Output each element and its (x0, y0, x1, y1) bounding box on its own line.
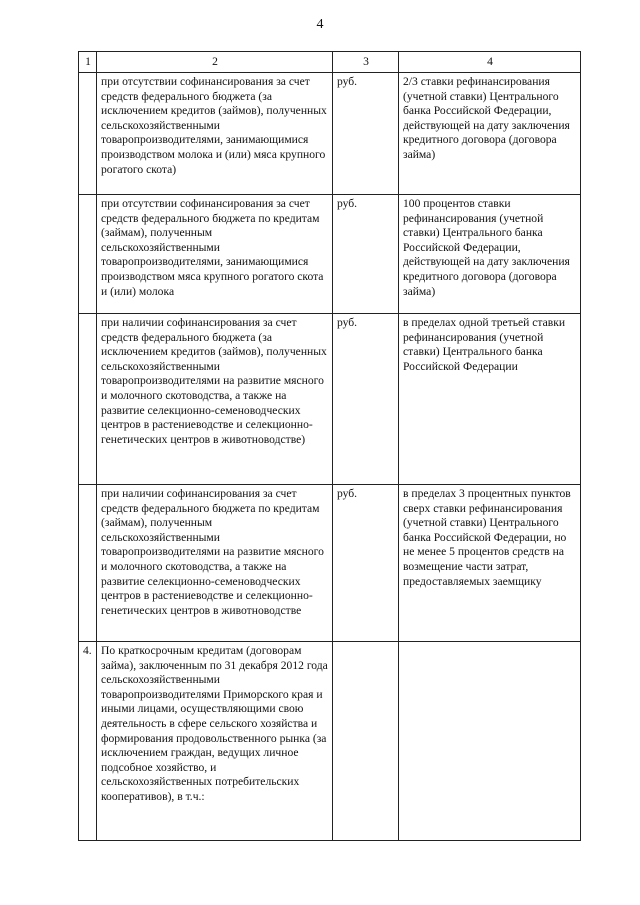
table-row (79, 195, 581, 314)
page-number: 4 (316, 17, 324, 32)
table-header-row (79, 52, 581, 73)
row-description-cell: при наличии софинансирования за счет средств федерального бюджета (за исключением кредитов (займов), полученных сельскохозяйственными товаропроизводителями на развитие мясного и молочного скотоводства, а также на развитие селекционно-семеноводческих центров в растениеводстве и селекционно-генетических центров в животноводстве) (97, 314, 333, 485)
row-value-cell: 2/3 ставки рефинансирования (учетной ставки) Центрального банка Российской Федерации, действующей на дату заключения кредитного договора (договора займа) (399, 73, 581, 195)
row-unit-cell: руб. (333, 314, 399, 485)
row-description-cell: По краткосрочным кредитам (договорам займа), заключенным по 31 декабря 2012 года сельскохозяйственными товаропроизводителями Приморского края и иными лицами, осуществляющими свою деятельность в сфере сельского хозяйства и формирования продовольственного рынка (за исключением граждан, ведущих личное подсобное хозяйство, и сельскохозяйственных потребительских кооперативов), в т.ч.: (97, 642, 333, 841)
table-row (79, 73, 581, 195)
row-unit-cell: руб. (333, 485, 399, 642)
row-value-cell: в пределах одной третьей ставки рефинансирования (учетной ставки) Центрального банка Российской Федерации (399, 314, 581, 485)
row-description-cell: при отсутствии софинансирования за счет средств федерального бюджета по кредитам (займам), полученным сельскохозяйственными товаропроизводителями, занимающимися производством мяса крупного рогатого скота и (или) молока (97, 195, 333, 314)
table-row (79, 642, 581, 841)
row-value-cell (399, 642, 581, 841)
row-number-cell (79, 314, 97, 485)
row-unit-cell (333, 642, 399, 841)
row-value-cell: в пределах 3 процентных пунктов сверх ставки рефинансирования (учетной ставки) Центрального банка Российской Федерации, но не менее 5 процентов средств на возмещение части затрат, предоставляемых заемщику (399, 485, 581, 642)
column-header-2: 2 (97, 52, 333, 73)
column-header-4: 4 (399, 52, 581, 73)
table-row (79, 314, 581, 485)
row-description-cell: при наличии софинансирования за счет средств федерального бюджета по кредитам (займам), полученным сельскохозяйственными товаропроизводителями на развитие мясного и молочного скотоводства, а также на развитие селекционно-семеноводческих центров в растениеводстве и селекционно-генетических центров в животноводстве (97, 485, 333, 642)
table-row (79, 485, 581, 642)
row-value-cell: 100 процентов ставки рефинансирования (учетной ставки) Центрального банка Российской Федерации, действующей на дату заключения кредитного договора (договора займа) (399, 195, 581, 314)
row-description-cell: при отсутствии софинансирования за счет средств федерального бюджета (за исключением кредитов (займов), полученных сельскохозяйственными товаропроизводителями, занимающимися производством молока и (или) мяса крупного рогатого скота) (97, 73, 333, 195)
row-unit-cell: руб. (333, 73, 399, 195)
column-header-3: 3 (333, 52, 399, 73)
row-number-cell (79, 485, 97, 642)
row-number-cell: 4. (79, 642, 97, 841)
rates-table (78, 51, 581, 841)
row-unit-cell: руб. (333, 195, 399, 314)
row-number-cell (79, 73, 97, 195)
column-header-1: 1 (79, 52, 97, 73)
row-number-cell (79, 195, 97, 314)
